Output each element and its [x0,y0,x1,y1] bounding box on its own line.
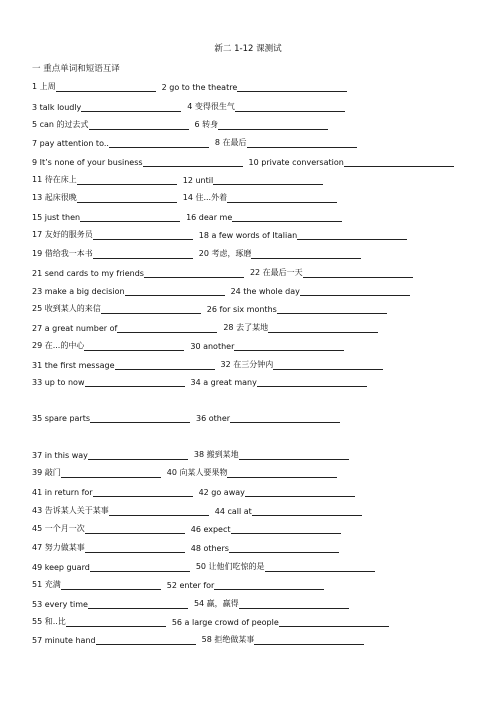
question-item [32,562,190,572]
question-item [223,322,378,333]
question-row [32,173,323,185]
question-item [194,598,349,609]
question-row [32,597,349,609]
question-item [190,341,344,351]
question-prompt: 12 until [182,176,214,185]
answer-blank[interactable] [93,230,193,240]
question-item [32,505,209,516]
question-row [32,578,324,590]
question-row [32,155,454,167]
question-row [32,321,378,333]
answer-blank[interactable] [300,286,410,296]
question-prompt: 54 赢，赢得 [193,599,239,608]
question-item [196,413,340,423]
question-row [32,411,340,423]
question-prompt: 53 every time [32,600,88,609]
question-prompt: 57 minute hand [32,636,96,645]
question-row [32,375,367,387]
answer-blank[interactable] [239,599,349,609]
question-item [191,377,367,387]
answer-blank[interactable] [85,524,185,534]
answer-blank[interactable] [115,360,215,370]
answer-blank[interactable] [109,506,209,516]
question-prompt: 16 dear me [186,213,233,222]
question-item [183,175,323,185]
question-row [32,118,328,130]
question-item [32,599,188,609]
question-item [32,487,193,497]
question-prompt: 8 在最后 [214,138,247,147]
question-item [207,304,387,314]
question-prompt: 19 借给我一本书 [32,249,93,258]
question-item [167,580,325,590]
answer-blank[interactable] [88,450,188,460]
question-item [215,137,357,148]
question-item [32,119,189,130]
answer-blank[interactable] [66,617,166,627]
question-prompt: 37 in this way [32,451,88,460]
question-item [32,579,161,590]
question-prompt: 25 收到某人的来信 [32,304,101,313]
question-item [191,543,339,553]
question-prompt: 26 for six months [206,305,277,314]
answer-blank[interactable] [144,268,244,278]
question-row [32,504,362,516]
question-item [172,617,389,627]
question-prompt: 17 友好的服务员 [32,230,93,239]
question-item [32,157,243,167]
question-prompt: 39 敲门 [32,468,61,477]
answer-blank[interactable] [125,286,225,296]
answer-blank[interactable] [93,487,193,497]
question-prompt: 36 other [196,414,231,423]
question-prompt: 38 搬到某地 [193,450,239,459]
answer-blank[interactable] [257,377,367,387]
question-prompt: 46 expect [190,525,231,534]
answer-blank[interactable] [61,468,161,478]
question-item [32,523,185,534]
question-row [32,284,410,296]
answer-blank[interactable] [101,304,201,314]
question-prompt: 4 变得很生气 [187,102,235,111]
question-item [32,174,177,185]
question-prompt: 2 go to the theatre [161,83,238,92]
answer-blank[interactable] [303,268,413,278]
question-item [249,157,454,167]
answer-blank[interactable] [265,562,375,572]
question-item [32,192,177,203]
question-item [186,212,342,222]
answer-blank[interactable] [88,599,188,609]
question-row [32,228,407,240]
question-prompt: 23 make a big decision [32,287,125,296]
question-prompt: 56 a large crowd of people [171,618,279,627]
question-prompt: 15 just then [32,213,81,222]
question-row [32,633,364,645]
answer-blank[interactable] [247,138,357,148]
question-prompt: 18 a few words of Italian [198,231,298,240]
answer-blank[interactable] [90,413,190,423]
answer-blank[interactable] [218,120,328,130]
question-item [215,506,362,516]
question-item [196,561,375,572]
question-prompt: 32 在三分钟内 [220,360,274,369]
question-item [199,248,362,259]
question-item [199,230,407,240]
question-item [202,634,365,645]
question-prompt: 24 the whole day [230,287,300,296]
question-item [32,542,185,553]
question-prompt: 51 充满 [32,580,61,589]
question-item [32,229,193,240]
answer-blank[interactable] [297,230,407,240]
question-prompt: 43 告诉某人关于某事 [32,506,109,515]
question-item [32,102,181,112]
question-prompt: 41 in return for [32,488,93,497]
question-prompt: 49 keep guard [32,563,90,572]
question-prompt: 48 others [190,544,229,553]
answer-blank[interactable] [234,341,344,351]
question-row [32,466,337,478]
question-item [162,82,348,92]
question-item [32,323,217,333]
question-item [195,119,329,130]
question-row [32,136,357,148]
question-item [199,487,355,497]
question-prompt: 34 a great many [190,378,257,387]
question-item [32,340,184,351]
question-item [221,359,384,370]
question-prompt: 42 go away [198,488,245,497]
question-row [32,560,375,572]
question-prompt: 13 起床很晚 [32,193,77,202]
question-row [32,247,361,259]
answer-blank[interactable] [90,562,190,572]
question-item [32,248,193,259]
question-item [32,81,156,92]
answer-blank[interactable] [77,175,177,185]
answer-blank[interactable] [117,323,217,333]
answer-blank[interactable] [251,249,361,259]
answer-blank[interactable] [80,212,180,222]
question-item [32,303,201,314]
question-prompt: 11 待在床上 [32,175,77,184]
question-row [32,615,389,627]
answer-blank[interactable] [277,304,387,314]
question-prompt: 3 talk loudly [32,103,82,112]
answer-blank[interactable] [109,138,209,148]
answer-blank[interactable] [232,212,342,222]
answer-blank[interactable] [268,323,378,333]
answer-blank[interactable] [273,360,383,370]
answer-blank[interactable] [81,102,181,112]
answer-blank[interactable] [143,157,243,167]
answer-blank[interactable] [239,450,349,460]
question-row [32,191,337,203]
question-prompt: 6 转身 [194,120,219,129]
answer-blank[interactable] [237,82,347,92]
section-heading: 一 重点单词和短语互译 [32,64,120,74]
question-row [32,358,383,370]
answer-blank[interactable] [229,543,339,553]
question-item [32,616,166,627]
question-item [231,286,410,296]
question-prompt: 55 和..比 [32,617,66,626]
page-title: 新二 1-12 课测试 [214,44,282,54]
question-item [167,467,338,478]
question-row [32,522,341,534]
answer-blank[interactable] [279,617,389,627]
question-prompt: 40 向某人要果物 [166,468,228,477]
question-prompt: 27 a great number of [32,324,118,333]
question-row [32,100,345,112]
question-item [32,377,185,387]
question-item [32,138,209,148]
question-prompt: 20 考虑，琢磨 [198,249,252,258]
answer-blank[interactable] [227,468,337,478]
question-prompt: 28 去了某地 [223,323,269,332]
question-prompt: 7 pay attention to.. [32,139,109,148]
question-item [250,267,413,278]
question-prompt: 29 在...的中心 [32,341,85,350]
question-row [32,485,355,497]
answer-blank[interactable] [96,635,196,645]
question-item [32,268,244,278]
question-prompt: 58 拒绝做某事 [201,635,255,644]
question-prompt: 33 up to now [32,378,85,387]
question-row [32,541,339,553]
question-item [191,524,341,534]
answer-blank[interactable] [344,157,454,167]
question-prompt: 35 spare parts [32,414,91,423]
question-item [32,360,215,370]
question-item [32,413,190,423]
answer-blank[interactable] [214,580,324,590]
answer-blank[interactable] [85,377,185,387]
answer-blank[interactable] [93,249,193,259]
question-prompt: 21 send cards to my friends [32,269,144,278]
question-prompt: 9 It’s none of your business [32,158,143,167]
question-item [32,450,188,460]
answer-blank[interactable] [227,193,337,203]
answer-blank[interactable] [252,506,362,516]
question-prompt: 30 another [190,342,235,351]
question-prompt: 22 在最后一天 [249,268,303,277]
question-item [194,449,349,460]
question-row [32,339,344,351]
question-row [32,302,387,314]
question-prompt: 31 the first message [32,361,115,370]
answer-blank[interactable] [89,120,189,130]
answer-blank[interactable] [84,341,184,351]
answer-blank[interactable] [61,580,161,590]
question-item [32,286,225,296]
question-item [32,212,180,222]
question-prompt: 45 一个月一次 [32,524,85,533]
question-item [183,192,337,203]
question-row [32,266,413,278]
answer-blank[interactable] [56,82,156,92]
answer-blank[interactable] [77,193,177,203]
answer-blank[interactable] [245,487,355,497]
answer-blank[interactable] [254,635,364,645]
question-item [32,467,161,478]
answer-blank[interactable] [213,175,323,185]
answer-blank[interactable] [230,413,340,423]
question-prompt: 52 enter for [166,581,215,590]
answer-blank[interactable] [231,524,341,534]
question-row [32,448,349,460]
question-row [32,210,342,222]
question-prompt: 47 努力做某事 [32,543,85,552]
answer-blank[interactable] [85,543,185,553]
question-prompt: 5 can 的过去式 [32,120,89,129]
question-prompt: 50 让他们吃惊的是 [195,562,265,571]
question-prompt: 10 private conversation [248,158,344,167]
question-item [32,635,196,645]
question-prompt: 14 住...外着 [182,193,228,202]
question-prompt: 1 上周 [32,82,56,91]
question-row [32,80,347,92]
answer-blank[interactable] [235,102,345,112]
question-item [187,101,345,112]
question-prompt: 44 call at [214,507,252,516]
